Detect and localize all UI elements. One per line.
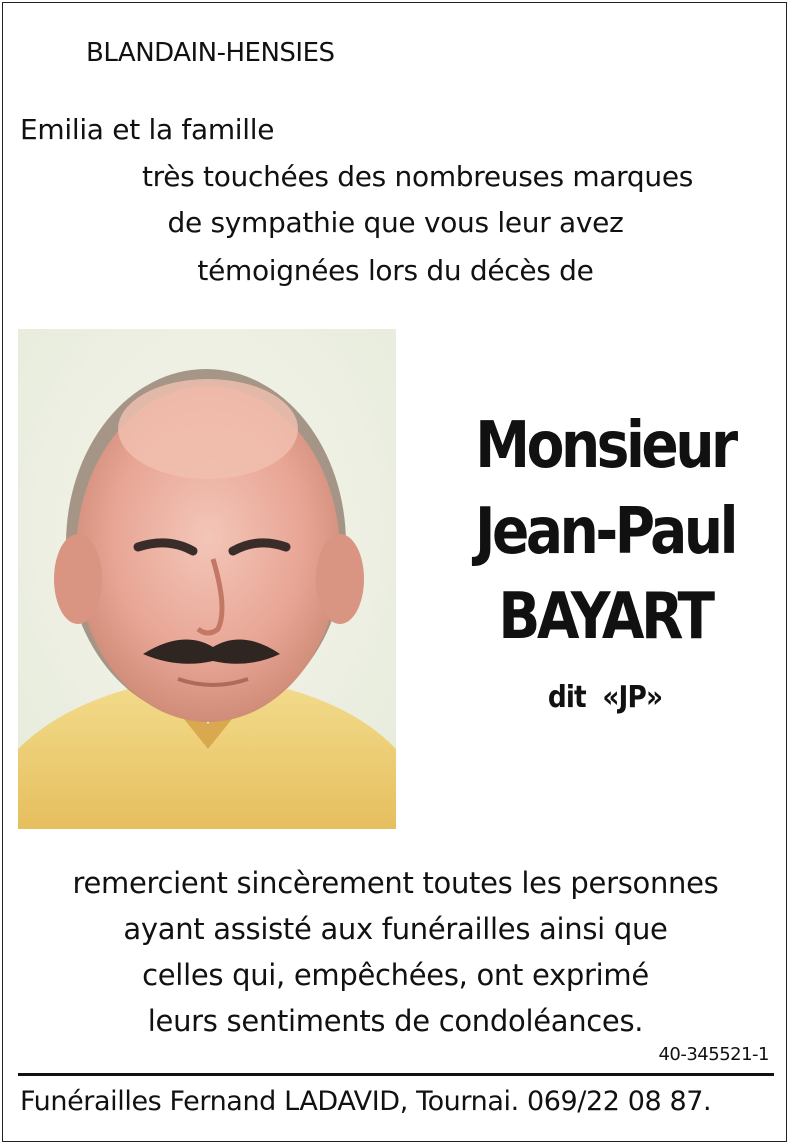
thanks-line: celles qui, empêchées, ont exprimé	[142, 958, 649, 992]
nickname-prefix: dit	[547, 680, 586, 715]
intro-line: de sympathie que vous leur avez	[167, 206, 624, 239]
surname: BAYART	[498, 580, 712, 654]
nickname-line	[460, 680, 750, 715]
intro-line: très touchées des nombreuses marques	[141, 160, 694, 193]
thanks-line: leurs sentiments de condoléances.	[147, 1004, 644, 1038]
honorific: Monsieur	[475, 409, 735, 483]
intro-line: témoignées lors du décès de	[197, 254, 594, 287]
family-line: Emilia et la famille	[20, 113, 275, 146]
funeral-home-footer: Funérailles Fernand LADAVID, Tournai. 069/22 08 87.	[20, 1086, 712, 1117]
given-name: Jean-Paul	[474, 495, 736, 569]
nickname: «JP»	[602, 680, 663, 715]
portrait-illustration	[18, 329, 396, 829]
locality-heading: BLANDAIN-HENSIES	[86, 38, 335, 68]
portrait-photo	[18, 329, 396, 829]
thanks-line: ayant assisté aux funérailles ainsi que	[123, 912, 668, 946]
thanks-line: remercient sincèrement toutes les personnes	[72, 866, 719, 900]
reference-number: 40-345521-1	[658, 1044, 769, 1065]
divider-rule	[18, 1073, 774, 1076]
